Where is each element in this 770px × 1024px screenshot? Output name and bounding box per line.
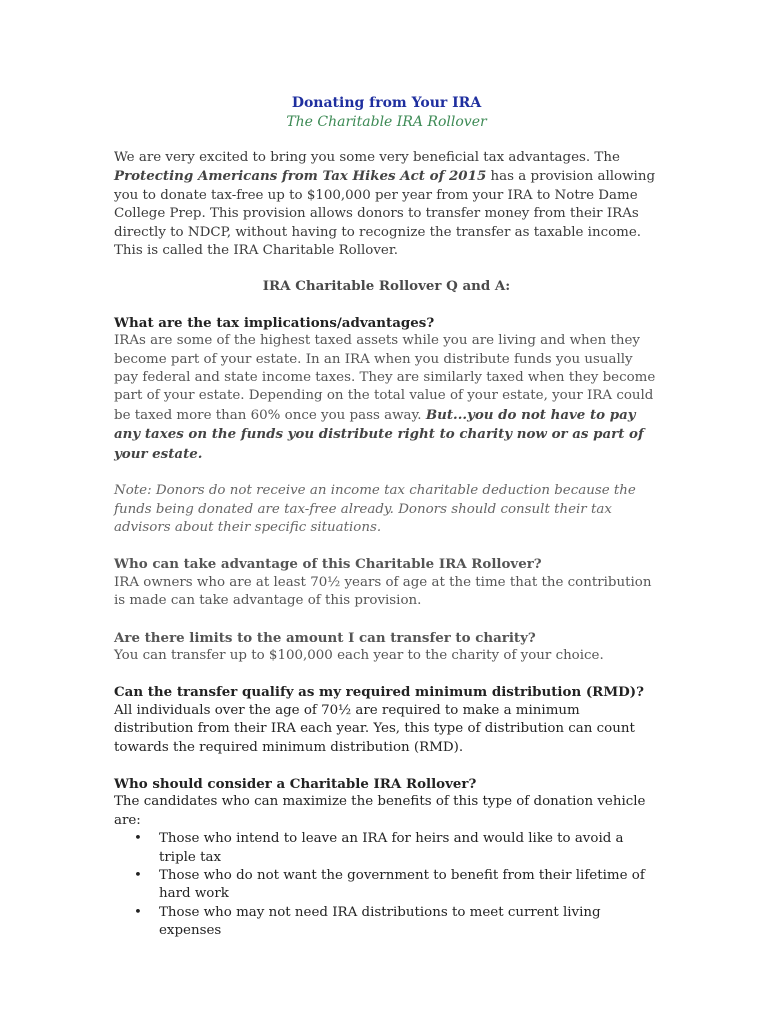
donor-note: Note: Donors do not receive an income tax charitable deduction because the funds being donated are tax-free already. Donors should consult their tax advisors about their specific situations.	[114, 483, 636, 535]
intro-paragraph	[114, 149, 659, 260]
age-fraction: ½	[327, 574, 341, 590]
list-item-text: Those who do not want the government to benefit from their lifetime of hard work	[159, 868, 645, 902]
answer-tax-implications-text: IRAs are some of the highest taxed assets while you are living and when they become part of your estate. In an IRA when you distribute funds you usually pay federal and state income taxes. They are similarly taxed when they become part of your estate. Depending on the total value of your estate, your IRA could be taxed more than 60% once you pass away.	[114, 333, 656, 423]
question-limits: Are there limits to the amount I can transfer to charity?	[114, 629, 536, 646]
answer-tax-implications	[114, 332, 659, 464]
page-subtitle: The Charitable IRA Rollover	[286, 114, 487, 130]
question-rmd: Can the transfer qualify as my required minimum distribution (RMD)?	[114, 684, 644, 701]
answer-limits: You can transfer up to $100,000 each year to the charity of your choice.	[114, 647, 604, 663]
bullet-icon: •	[134, 831, 142, 847]
page-title: Donating from Your IRA	[291, 95, 482, 111]
list-item	[114, 904, 659, 941]
document-body	[114, 94, 659, 941]
answer-who-can-start: IRA owners who are at least 70	[114, 574, 328, 590]
qa-heading: IRA Charitable Rollover Q and A:	[262, 278, 511, 295]
list-item	[114, 867, 659, 904]
answer-who-can-end: years of age at the time that the contribution is made can take advantage of this provision.	[114, 574, 652, 609]
intro-text-end: has a provision allowing you to donate tax-free up to $100,000 per year from your IRA to Notre Dame College Prep. This provision allows donors to transfer money from their IRAs directly to NDCP, without having to recognize the transfer as taxable income. This is called the IRA Charitable Rollover.	[114, 169, 656, 259]
answer-who-can	[114, 574, 659, 611]
candidate-list	[114, 830, 659, 940]
question-who-can: Who can take advantage of this Charitable IRA Rollover?	[114, 556, 542, 573]
list-item-text: Those who intend to leave an IRA for heirs and would like to avoid a triple tax	[159, 831, 624, 865]
bullet-icon: •	[134, 868, 142, 883]
list-item-text: Those who may not need IRA distributions to meet current living expenses	[159, 904, 601, 939]
answer-who-should: The candidates who can maximize the benefits of this type of donation vehicle are:	[114, 794, 646, 828]
act-name: Protecting Americans from Tax Hikes Act of 2015	[114, 168, 487, 185]
question-who-should: Who should consider a Charitable IRA Rollover?	[114, 775, 477, 792]
bullet-icon: •	[134, 904, 142, 920]
question-tax-implications: What are the tax implications/advantages?	[114, 314, 435, 331]
answer-rmd: All individuals over the age of 70½ are required to make a minimum distribution from their IRA each year. Yes, this type of distribution can count towards the required minimum distribution (RMD).	[114, 702, 635, 755]
list-item	[114, 830, 659, 867]
answer-tax-implications-emphasis: But...you do not have to pay any taxes on the funds you distribute right to charity now or as part of your estate.	[114, 406, 644, 462]
intro-text-start: We are very excited to bring you some very beneficial tax advantages. The	[114, 150, 620, 165]
